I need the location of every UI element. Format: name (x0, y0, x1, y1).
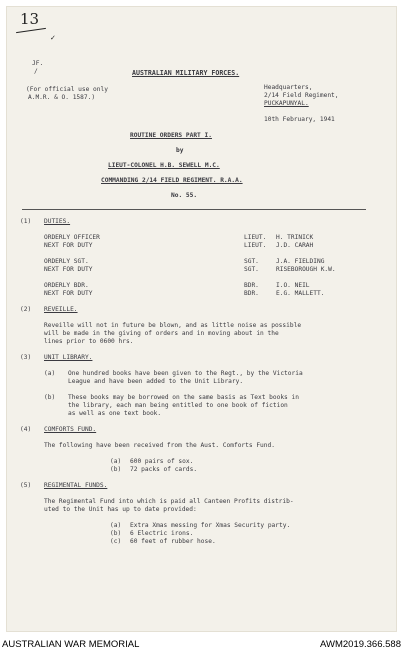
order-number: No. 55. (171, 192, 198, 199)
margin-tick-mark: ✓ (50, 34, 56, 42)
org-heading: AUSTRALIAN MILITARY FORCES. (132, 69, 240, 77)
library-item-b-number: (b) (44, 394, 56, 401)
duty-role: NEXT FOR DUTY (44, 290, 93, 297)
duty-rank: SGT. (244, 266, 259, 273)
library-item-b-line: as well as one text book. (68, 410, 162, 417)
section-5-heading: REGIMENTAL FUNDS. (44, 482, 108, 489)
official-use-line-1: (For official use only (26, 86, 108, 93)
duty-name: J.A. FIELDING (276, 258, 325, 265)
funds-intro-line: The Regimental Fund into which is paid all Canteen Profits distrib- (44, 498, 294, 505)
section-2-number: (2) (20, 306, 32, 313)
duty-name: I.O. NEIL (276, 282, 310, 289)
duty-rank: BDR. (244, 282, 259, 289)
duty-role: NEXT FOR DUTY (44, 242, 93, 249)
section-2-heading: REVEILLE. (44, 306, 78, 313)
hq-line-2: 2/14 Field Regiment, (264, 92, 339, 99)
title-divider (22, 209, 366, 210)
margin-slash: / (34, 68, 38, 75)
hq-line-1: Headquarters, (264, 84, 313, 91)
section-3-number: (3) (20, 354, 32, 361)
funds-intro-line: uted to the Unit has up to date provided: (44, 506, 197, 513)
title-line-1: ROUTINE ORDERS PART I. (130, 132, 212, 139)
section-3-heading: UNIT LIBRARY. (44, 354, 93, 361)
comforts-item-text: 72 packs of cards. (130, 466, 198, 473)
document-date: 10th February, 1941 (264, 116, 335, 123)
duty-rank: LIEUT. (244, 242, 267, 249)
footer-institution: AUSTRALIAN WAR MEMORIAL (2, 639, 140, 650)
section-1-number: (1) (20, 218, 32, 225)
funds-item-number: (a) (110, 522, 122, 529)
library-item-a-number: (a) (44, 370, 56, 377)
funds-item-text: 6 Electric irons. (130, 530, 194, 537)
duty-role: ORDERLY OFFICER (44, 234, 100, 241)
library-item-a-line: One hundred books have been given to the Regt., by the Victoria (68, 370, 303, 377)
funds-item-text: 60 feet of rubber hose. (130, 538, 216, 545)
duty-role: ORDERLY BDR. (44, 282, 89, 289)
comforts-item-number: (a) (110, 458, 122, 465)
duty-role: NEXT FOR DUTY (44, 266, 93, 273)
library-item-b-line: the library, each man being entitled to one book of fiction (68, 402, 288, 409)
handwritten-page-number: 13 (20, 10, 40, 28)
comforts-item-number: (b) (110, 466, 122, 473)
footer-accession-number: AWM2019.366.588 (320, 639, 401, 650)
duty-rank: BDR. (244, 290, 259, 297)
document-page (6, 6, 397, 632)
duty-name: H. TRINICK (276, 234, 314, 241)
duty-role: ORDERLY SGT. (44, 258, 89, 265)
section-4-heading: COMFORTS FUND. (44, 426, 97, 433)
reveille-text-line: will be made in the giving of orders and in moving about in the (44, 330, 279, 337)
margin-reference: JF. (32, 60, 44, 67)
duty-name: J.D. CARAH (276, 242, 314, 249)
title-line-3: LIEUT-COLONEL H.B. SEWELL M.C. (108, 162, 220, 169)
funds-item-number: (b) (110, 530, 122, 537)
duty-rank: SGT. (244, 258, 259, 265)
title-line-2: by (176, 147, 184, 154)
reveille-text-line: lines prior to 0600 hrs. (44, 338, 134, 345)
section-5-number: (5) (20, 482, 32, 489)
hq-line-3: PUCKAPUNYAL. (264, 100, 309, 107)
section-4-number: (4) (20, 426, 32, 433)
section-1-heading: DUTIES. (44, 218, 71, 225)
duty-name: E.G. MALLETT. (276, 290, 325, 297)
page-number-underline (16, 28, 46, 33)
comforts-intro: The following have been received from the Aust. Comforts Fund. (44, 442, 275, 449)
duty-rank: LIEUT. (244, 234, 267, 241)
archive-footer (0, 638, 403, 653)
official-use-line-2: A.M.R. & O. 1587.) (28, 94, 96, 101)
library-item-a-line: League and have been added to the Unit Library. (68, 378, 244, 385)
title-line-4: COMMANDING 2/14 FIELD REGIMENT. R.A.A. (101, 177, 243, 184)
comforts-item-text: 600 pairs of sox. (130, 458, 194, 465)
library-item-b-line: These books may be borrowed on the same basis as Text books in (68, 394, 299, 401)
duty-name: RISEBOROUGH K.W. (276, 266, 336, 273)
funds-item-number: (c) (110, 538, 122, 545)
funds-item-text: Extra Xmas messing for Xmas Security party. (130, 522, 291, 529)
reveille-text-line: Reveille will not in future be blown, and as little noise as possible (44, 322, 302, 329)
